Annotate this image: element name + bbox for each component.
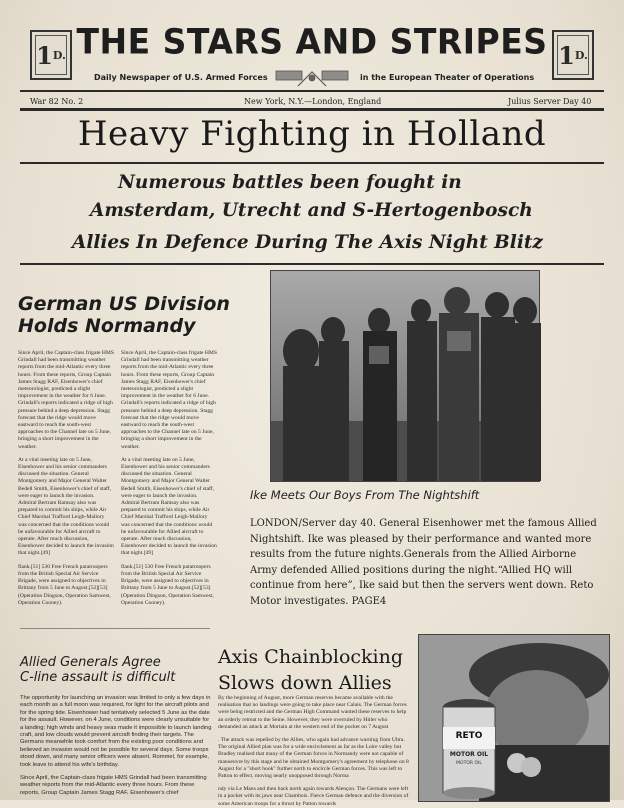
masthead-rule-top [20,90,604,92]
subhead-rule [20,263,604,265]
article1-end-rule [20,628,210,629]
tagline-left: Daily Newspaper of U.S. Armed Forces [94,73,268,82]
subhead-line-1: Numerous battles been fought in [118,172,462,193]
reto-motor-oil-ad [418,634,610,802]
price-box-right: 1 D. [552,30,594,80]
issue-date: Julius Server Day 40 [508,97,592,106]
article2-body: The opportunity for launching an invasion was limited to only a few days in each month as a full moon was required, for light for the aircraft pilots and for the spring tide. Eisenhower had tentatively selected 5 June as the date for the assault. However, on 4 June, conditions were clearly unsuitable for a landing; high winds and heavy seas made it impossible to launch landing craft, and low clouds would prevent aircraft finding their targets. The Germans meanwhile took comfort from the existing poor conditions and believed an invasion would not be possible for several days. Some troops stood down, and many senior officers were absent. Rommel, for example, took leave to attend his wife's birthday. Since April, the Captain-class frigate HMS Grindall had been transmitting weather reports from the mid-Atlantic every three hours. From these reports, Group Captain James Stagg RAF, Eisenhower's chief [20,695,212,796]
lead-story: LONDON/Server day 40. General Eisenhower met the famous Allied Nightshift. Ike was pleased by their performance and wanted more results from the future nights.Generals from the Allied Airborne Army defended Allied positions during the night.“Allied HQ will continue from here”, Ike said but then the servers went down. Reto Motor investigates. PAGE4 [250,518,597,607]
tagline-right: in the European Theater of Operations [360,73,535,82]
article1-title: German US Division Holds Normandy [18,293,230,338]
ad-brand: RETO [455,731,483,741]
article1-column-a: Since April, the Captain-class frigate HMS Grindall had been transmitting weather reports from the mid-Atlantic every three hours. From these reports, Group Captain James Stagg RAF, Eisenhower's chief meteorologist, predicted a slight improvement in the weather for 6 June. Grindall's reports indicated a ridge of high pressure behind a deep depression. Stagg forecast that the ridge would move eastward to reach the south-west approaches to the Channel late on 5 June, bringing a short improvement in the weather. At a vital meeting late on 5 June, Eisenhower and his senior commanders discussed the situation. General Montgomery and Major General Walter Bedell Smith, Eisenhower's chief of staff, were eager to launch the invasion. Admiral Bertram Ramsay also was prepared to commit his ships, while Air Chief Marshal Trafford Leigh-Mallory was concerned that the conditions would be unfavourable for Allied aircraft to operate. After much discussion, Eisenhower decided to launch the invasion that night.[49] flank.[51] 530 Free French paratroopers from the British Special Air Service Brigade, were assigned to objectives in Brittany from 5 June to August.[52][53] (Operation Dingson, Operation Samwest, Operation Cooney). [18,350,115,606]
headline-rule [20,162,604,164]
dateline-location: New York, N.Y.—London, England [244,97,382,106]
photo-caption: Ike Meets Our Boys From The Nightshift [250,488,480,502]
main-headline: Heavy Fighting in Holland [77,114,547,154]
subhead-line-3: Allies In Defence During The Axis Night Blitz [72,232,543,253]
masthead-title: THE STARS AND STRIPES [76,21,548,62]
ad-can-subtext: MOTOR OIL [456,761,482,766]
issue-number: War 82 No. 2 [30,97,84,106]
subhead-line-2: Amsterdam, Utrecht and S-Hertogenbosch [90,200,533,221]
price-box-left: 1 D. [30,30,72,80]
article1-column-b: Since April, the Captain-class frigate HMS Grindall had been transmitting weather reports from the mid-Atlantic every three hours. From these reports, Group Captain James Stagg RAF, Eisenhower's chief meteorologist, predicted a slight improvement in the weather for 6 June. Grindall's reports indicated a ridge of high pressure behind a deep depression. Stagg forecast that the ridge would move eastward to reach the south-west approaches to the Channel late on 5 June, bringing a short improvement in the weather. At a vital meeting late on 5 June, Eisenhower and his senior commanders discussed the situation. General Montgomery and Major General Walter Bedell Smith, Eisenhower's chief of staff, were eager to launch the invasion. Admiral Bertram Ramsay also was prepared to commit his ships, while Air Chief Marshal Trafford Leigh-Mallory was concerned that the conditions would be unfavourable for Allied aircraft to operate. After much discussion, Eisenhower decided to launch the invasion that night.[49] flank.[51] 530 Free French paratroopers from the British Special Air Service Brigade, were assigned to objectives in Brittany from 5 June to August.[52][53] (Operation Dingson, Operation Samwest, Operation Cooney). [121,350,218,606]
eisenhower-troops-photo [270,270,540,482]
article2-title: Allied Generals Agree C-line assault is difficult [20,655,176,686]
masthead-rule-bottom [20,108,604,111]
article3-title: Axis Chainblocking Slows down Allies [218,646,404,694]
ad-product: MOTOR OIL [449,751,489,758]
article3-body: By the beginning of August, more German reserves became available with the realisation that no landings were going to take place near Calais. The German forces were being restricted and the German High Command wanted these reserves to help an orderly retreat to the Seine. However, they were overruled by Hitler who demanded an attack at Mortain at the western end of the pocket on 7 August . The attack was repelled by the Allies, who again had advance warning from Ultra. The original Allied plan was for a wide encirclement as far as the Loire valley but Bradley realised that many of the German forces in Normandy were not capable of manoeuvre by this stage and he obtained Montgomery's agreement by telephone on 8 August for a "short hook" further north to encircle German forces. This was left to Patton to effect, moving nearly unopposed through Norma ndy via Le Mans and then back north again towards Alençon. The Germans were left in a pocket with its jaws near Chambois. Fierce German defence and the diversion of some American troops for a thrust by Patton towards [218,695,409,807]
crossed-flags-icon [268,68,356,88]
